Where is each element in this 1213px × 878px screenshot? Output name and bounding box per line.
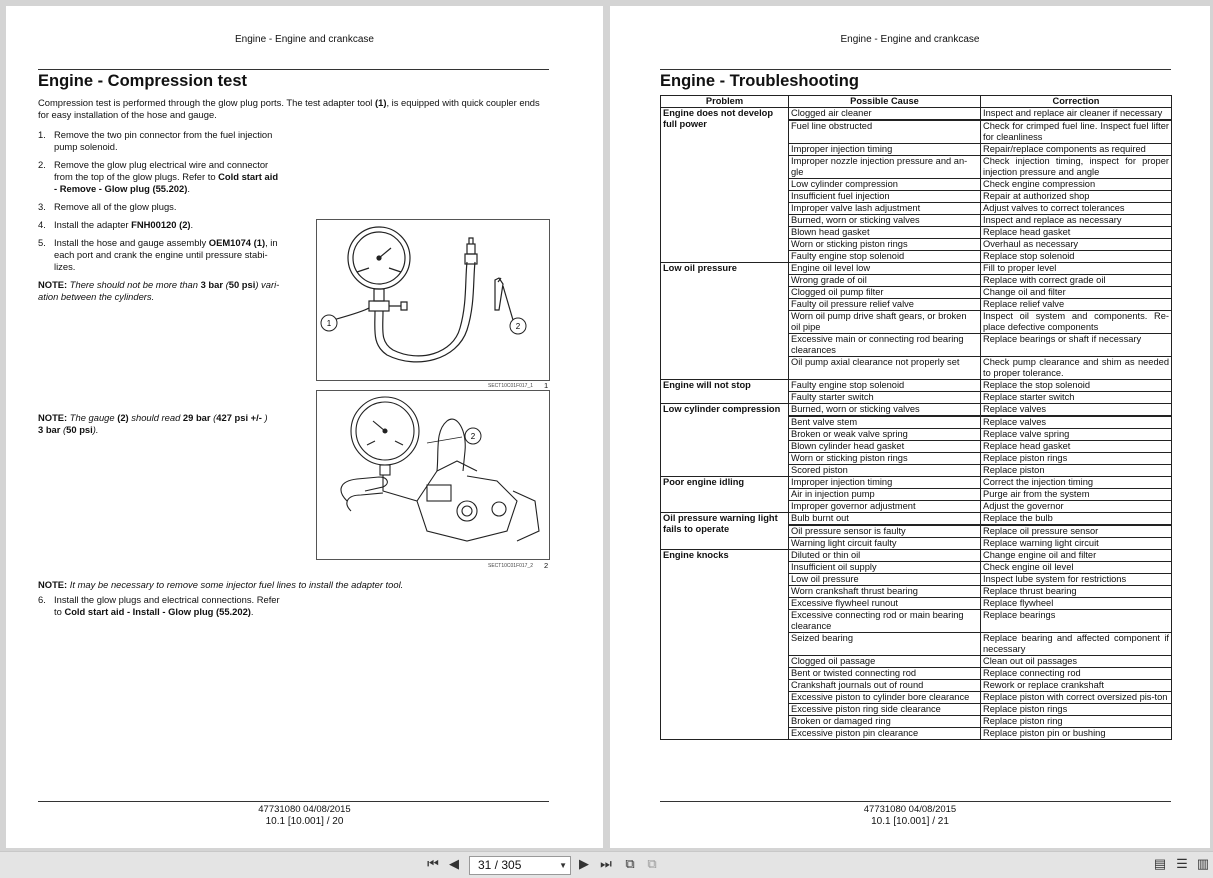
right-page — [610, 6, 1210, 848]
cause-cell: Bent or twisted connecting rod — [789, 668, 981, 680]
gauge-hose-illustration — [317, 220, 549, 380]
cause-cell: Insufficient fuel injection — [789, 191, 981, 203]
cause-cell: Bent valve stem — [789, 417, 981, 429]
callout-2-label: 2 — [515, 322, 521, 331]
cause-cell: Excessive main or connecting rod bearing clearances — [789, 334, 981, 357]
table-row — [661, 477, 1172, 489]
correction-cell: Change engine oil and filter — [981, 550, 1172, 562]
figure-gauge-assembly — [316, 219, 550, 381]
note-variation: NOTE: There should not be more than 3 bar (50 psi) vari- ation between the cylinders. — [38, 279, 280, 302]
correction-cell: Replace connecting rod — [981, 668, 1172, 680]
cause-cell: Broken or damaged ring — [789, 716, 981, 728]
note-injector-lines: NOTE: It may be necessary to remove some injector fuel lines to install the adapter tool. — [38, 579, 404, 590]
cause-cell: Warning light circuit faulty — [789, 538, 981, 550]
cause-cell: Clogged oil pump filter — [789, 287, 981, 299]
problem-cell: Engine will not stop — [661, 380, 789, 404]
correction-cell: Replace piston pin or bushing — [981, 728, 1172, 740]
cause-cell: Engine oil level low — [789, 263, 981, 275]
cause-cell: Bulb burnt out — [789, 513, 981, 525]
correction-cell: Replace oil pressure sensor — [981, 526, 1172, 538]
cause-cell: Faulty engine stop solenoid — [789, 251, 981, 263]
cause-cell: Faulty engine stop solenoid — [789, 380, 981, 392]
cause-cell: Excessive connecting rod or main bearing clearance — [789, 610, 981, 633]
correction-cell: Check engine compression — [981, 179, 1172, 191]
step-1: 1. Remove the two pin connector from the fuel injection pump solenoid. — [38, 129, 273, 152]
troubleshooting-table — [660, 95, 1172, 740]
gauge-on-engine-illustration — [317, 391, 549, 559]
table-row — [661, 404, 1172, 416]
correction-cell: Repair/replace components as required — [981, 144, 1172, 156]
note-gauge-reading: NOTE: The gauge (2) should read 29 bar (427 psi +/- ) 3 bar (50 psi). — [38, 412, 268, 435]
correction-cell: Repair at authorized shop — [981, 191, 1172, 203]
cause-cell: Excessive piston to cylinder bore clearance — [789, 692, 981, 704]
correction-cell: Inspect lube system for restrictions — [981, 574, 1172, 586]
correction-cell: Clean out oil passages — [981, 656, 1172, 668]
figure-2-number: 2 — [544, 561, 549, 570]
left-page — [6, 6, 603, 848]
step-5: 5. Install the hose and gauge assembly OEM1074 (1), in each port and crank the engine until pressure stabi- lizes. — [38, 237, 278, 272]
title-rule — [660, 69, 1171, 70]
correction-cell: Replace thrust bearing — [981, 586, 1172, 598]
running-head: Engine - Engine and crankcase — [235, 34, 374, 45]
intro-paragraph: Compression test is performed through the glow plug ports. The test adapter tool (1), is equipped with quick coupler ends for easy installation of the hose and gauge. — [38, 97, 540, 120]
cause-cell: Insufficient oil supply — [789, 562, 981, 574]
correction-cell: Adjust valves to correct tolerances — [981, 203, 1172, 215]
cause-cell: Improper injection timing — [789, 477, 981, 489]
figure-1-caption: SECT10C01F017_1 — [488, 383, 534, 389]
correction-cell: Replace piston rings — [981, 704, 1172, 716]
correction-cell: Replace the bulb — [981, 513, 1172, 525]
cause-cell: Burned, worn or sticking valves — [789, 404, 981, 416]
cause-cell: Excessive piston ring side clearance — [789, 704, 981, 716]
problem-cell: Engine does not develop full power — [661, 108, 789, 263]
correction-cell: Inspect oil system and components. Re-place defective components — [981, 311, 1172, 334]
cause-cell: Oil pump axial clearance not properly set — [789, 357, 981, 380]
problem-cell: Oil pressure warning light fails to operate — [661, 513, 789, 550]
correction-cell: Change oil and filter — [981, 287, 1172, 299]
correction-cell: Check pump clearance and shim as needed to proper tolerance. — [981, 357, 1172, 380]
step-2: 2. Remove the glow plug electrical wire and connector from the top of the glow plugs. Refer to Cold start aid - Remove - Glow plug (55.202). — [38, 159, 279, 194]
problem-cell: Low cylinder compression — [661, 404, 789, 477]
page-title: Engine - Compression test — [38, 72, 248, 90]
correction-cell: Replace relief valve — [981, 299, 1172, 311]
correction-cell: Replace valves — [981, 404, 1172, 416]
cause-cell: Worn or sticking piston rings — [789, 239, 981, 251]
header-correction: Correction — [981, 96, 1172, 108]
two-page-view-icon[interactable]: ▥ — [1196, 856, 1210, 871]
viewer-toolbar — [0, 851, 1213, 878]
cause-cell: Wrong grade of oil — [789, 275, 981, 287]
cause-cell: Improper nozzle injection pressure and an-gle — [789, 156, 981, 179]
last-page-icon[interactable]: ⏭ — [600, 856, 612, 871]
cause-cell: Worn crankshaft thrust bearing — [789, 586, 981, 598]
page-footer: 47731080 04/08/2015 10.1 [10.001] / 21 — [863, 804, 957, 827]
cause-cell: Burned, worn or sticking valves — [789, 215, 981, 227]
go-back-icon[interactable]: ⧉ — [625, 856, 635, 871]
running-head: Engine - Engine and crankcase — [840, 34, 980, 45]
footer-rule — [38, 801, 549, 802]
cause-cell: Faulty oil pressure relief valve — [789, 299, 981, 311]
correction-cell: Replace head gasket — [981, 227, 1172, 239]
correction-cell: Overhaul as necessary — [981, 239, 1172, 251]
cause-cell: Worn oil pump drive shaft gears, or broken oil pipe — [789, 311, 981, 334]
cause-cell: Seized bearing — [789, 633, 981, 656]
continuous-view-icon[interactable]: ☰ — [1176, 856, 1188, 871]
cause-cell: Improper injection timing — [789, 144, 981, 156]
correction-cell: Replace the stop solenoid — [981, 380, 1172, 392]
cause-cell: Excessive piston pin clearance — [789, 728, 981, 740]
correction-cell: Replace head gasket — [981, 441, 1172, 453]
cause-cell: Diluted or thin oil — [789, 550, 981, 562]
cause-cell: Blown cylinder head gasket — [789, 441, 981, 453]
table-row — [661, 108, 1172, 120]
problem-cell: Engine knocks — [661, 550, 789, 740]
correction-cell: Inspect and replace as necessary — [981, 215, 1172, 227]
cause-cell: Low oil pressure — [789, 574, 981, 586]
cause-cell: Improper governor adjustment — [789, 501, 981, 513]
callout-2-label: 2 — [470, 432, 476, 441]
table-row — [661, 380, 1172, 392]
page-footer: 47731080 04/08/2015 10.1 [10.001] / 20 — [258, 804, 351, 827]
figure-1-number: 1 — [544, 381, 549, 390]
figure-2-caption: SECT10C01F017_2 — [488, 563, 534, 569]
correction-cell: Replace piston — [981, 465, 1172, 477]
correction-cell: Replace bearings — [981, 610, 1172, 633]
correction-cell: Replace starter switch — [981, 392, 1172, 404]
problem-cell: Low oil pressure — [661, 263, 789, 380]
correction-cell: Inspect and replace air cleaner if necessary — [981, 108, 1172, 120]
title-rule — [38, 69, 549, 70]
correction-cell: Replace flywheel — [981, 598, 1172, 610]
page-dropdown-icon[interactable]: ▼ — [559, 861, 567, 870]
next-page-icon[interactable]: ▶ — [579, 856, 589, 871]
header-problem: Problem — [661, 96, 789, 108]
cause-cell: Faulty starter switch — [789, 392, 981, 404]
correction-cell: Check injection timing, inspect for proper injection pressure and angle — [981, 156, 1172, 179]
cause-cell: Low cylinder compression — [789, 179, 981, 191]
page-indicator: 31 / 305 — [478, 858, 522, 872]
cause-cell: Broken or weak valve spring — [789, 429, 981, 441]
cause-cell: Crankshaft journals out of round — [789, 680, 981, 692]
cause-cell: Worn or sticking piston rings — [789, 453, 981, 465]
correction-cell: Purge air from the system — [981, 489, 1172, 501]
cause-cell: Excessive flywheel runout — [789, 598, 981, 610]
callout-1-label: 1 — [326, 319, 332, 328]
single-page-view-icon[interactable]: ▤ — [1153, 856, 1167, 871]
step-6: 6. Install the glow plugs and electrical connections. Refer to Cold start aid - Install - Glow plug (55.202). — [38, 594, 280, 617]
correction-cell: Replace with correct grade oil — [981, 275, 1172, 287]
correction-cell: Replace bearing and affected component if necessary — [981, 633, 1172, 656]
cause-cell: Improper valve lash adjustment — [789, 203, 981, 215]
go-forward-icon[interactable]: ⧉ — [647, 856, 657, 871]
correction-cell: Replace valves — [981, 417, 1172, 429]
cause-cell: Air in injection pump — [789, 489, 981, 501]
correction-cell: Replace stop solenoid — [981, 251, 1172, 263]
cause-cell: Oil pressure sensor is faulty — [789, 526, 981, 538]
correction-cell: Adjust the governor — [981, 501, 1172, 513]
correction-cell: Replace piston rings — [981, 453, 1172, 465]
header-possible-cause: Possible Cause — [789, 96, 981, 108]
first-page-icon[interactable]: ⏮ — [427, 856, 439, 871]
problem-cell: Poor engine idling — [661, 477, 789, 513]
step-4: 4. Install the adapter FNH00120 (2). — [38, 219, 194, 230]
correction-cell: Check engine oil level — [981, 562, 1172, 574]
correction-cell: Rework or replace crankshaft — [981, 680, 1172, 692]
correction-cell: Replace bearings or shaft if necessary — [981, 334, 1172, 357]
figure-gauge-installed — [316, 390, 550, 560]
table-row — [661, 513, 1172, 525]
prev-page-icon[interactable]: ◀ — [449, 856, 459, 871]
correction-cell: Check for crimped fuel line. Inspect fuel lifter for cleanliness — [981, 121, 1172, 144]
correction-cell: Replace piston with correct oversized pis-ton — [981, 692, 1172, 704]
correction-cell: Fill to proper level — [981, 263, 1172, 275]
cause-cell: Clogged oil passage — [789, 656, 981, 668]
correction-cell: Replace piston ring — [981, 716, 1172, 728]
page-number-field[interactable] — [469, 856, 571, 875]
correction-cell: Replace warning light circuit — [981, 538, 1172, 550]
cause-cell: Fuel line obstructed — [789, 121, 981, 144]
page-title: Engine - Troubleshooting — [660, 72, 859, 90]
table-row — [661, 263, 1172, 275]
table-row — [661, 550, 1172, 562]
footer-rule — [660, 801, 1171, 802]
cause-cell: Scored piston — [789, 465, 981, 477]
step-3: 3. Remove all of the glow plugs. — [38, 201, 177, 212]
cause-cell: Clogged air cleaner — [789, 108, 981, 120]
correction-cell: Correct the injection timing — [981, 477, 1172, 489]
cause-cell: Blown head gasket — [789, 227, 981, 239]
correction-cell: Replace valve spring — [981, 429, 1172, 441]
